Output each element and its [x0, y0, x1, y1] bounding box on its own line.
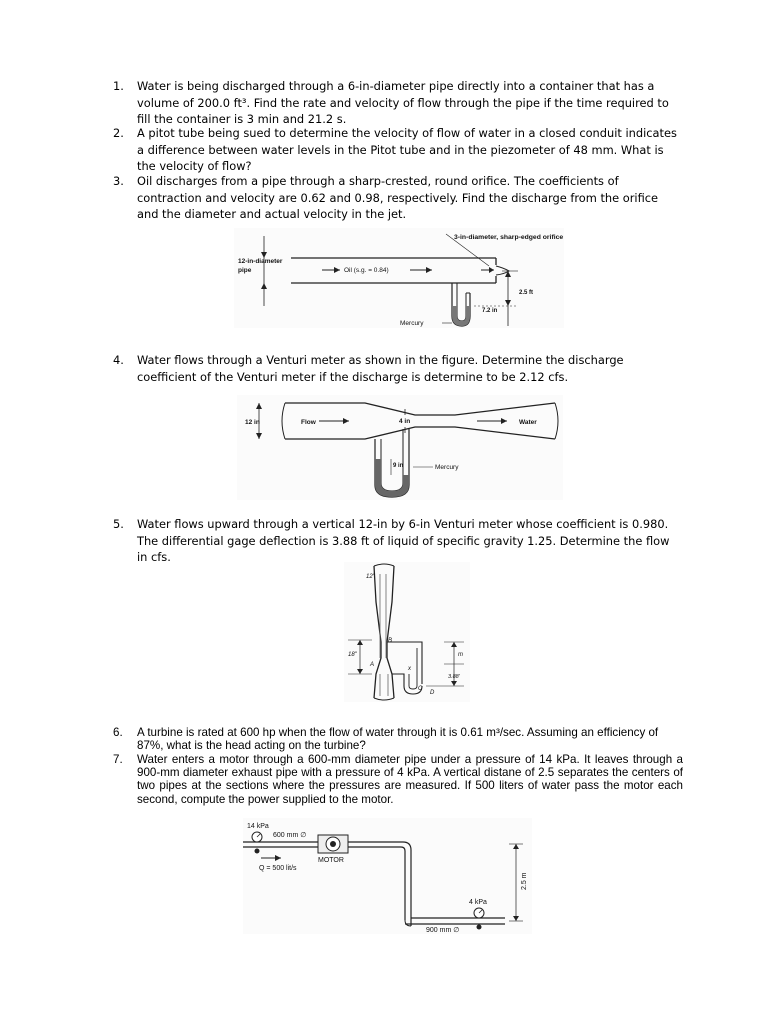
vertical-venturi-diagram [344, 562, 470, 702]
height-label: 2.5 m [521, 872, 528, 890]
problem-text: A pitot tube being sued to determine the velocity of flow of water in a closed conduit indicates a difference between water levels in the Pitot tube and in the piezometer of 48 mm. What is the velocity of flow? [137, 126, 677, 174]
pipe-label-2: pipe [238, 267, 252, 274]
problem-6 [113, 726, 683, 754]
vertical-venturi-figure [344, 562, 470, 702]
problem-1 [113, 78, 683, 130]
problem-text: A turbine is rated at 600 hp when the flow of water through it is 0.61 m³/sec. Assuming an efficiency of 87%, what is the head acting on the turbine? [137, 726, 659, 753]
problem-text: Water enters a motor through a 600-mm diameter pipe under a pressure of 14 kPa. It leaves through a 900-mm diameter exhaust pipe with a pressure of 4 kPa. A vertical distane of 2.5 separates the centers of two pipes at the sections where the pressures are measured. If 500 liters of water pass the motor each second, compute the power supplied to the motor. [137, 753, 683, 806]
problem-5 [113, 516, 683, 568]
flow-label: Flow [301, 419, 316, 426]
deflection-dim-label: 3.88' [448, 674, 460, 680]
orifice-diagram [234, 228, 564, 328]
point-a-label: A [370, 662, 375, 668]
problem-number: 1. [113, 79, 124, 93]
q-label: Q = 500 lit/s [259, 865, 297, 872]
deflection-label: 9 in [393, 463, 404, 469]
mercury-label: Mercury [435, 464, 459, 471]
top-dim-label: 12" [366, 574, 375, 580]
problem-number: 7. [113, 753, 123, 766]
point-d-label: D [430, 690, 435, 696]
problem-text: Water flows through a Venturi meter as shown in the figure. Determine the discharge coefficient of the Venturi meter if the discharge is determine to be 2.12 cfs. [137, 353, 624, 384]
problem-text: Water flows upward through a vertical 12-in by 6-in Venturi meter whose coefficient is 0.980. The differential gage deflection is 3.88 ft of liquid of specific gravity 1.25. Determine the flow in cfs. [137, 517, 670, 565]
dim-7-2in: 7.2 in [482, 308, 498, 314]
throat-label: 4 in [399, 418, 411, 425]
point-c-label: C [418, 686, 423, 692]
dim-2-5ft: 2.5 ft [519, 290, 534, 296]
oil-label: Oil (s.g. = 0.84) [344, 267, 389, 274]
venturi-diagram [237, 395, 563, 500]
problem-number: 4. [113, 353, 124, 367]
orifice-figure [234, 228, 564, 328]
problem-3 [113, 173, 683, 225]
problem-7 [113, 753, 683, 809]
d1-label: 600 mm ∅ [273, 832, 307, 839]
problem-number: 6. [113, 726, 123, 739]
problem-text: Oil discharges from a pipe through a sharp-crested, round orifice. The coefficients of contraction and velocity are 0.62 and 0.98, respectively. Find the discharge from the orifice and the diameter and actual velocity in the jet. [137, 174, 659, 222]
problem-2 [113, 125, 683, 177]
water-label: Water [519, 419, 537, 426]
side-dim-label: 18" [348, 652, 357, 658]
x-label: x [408, 666, 411, 672]
problem-number: 3. [113, 174, 124, 188]
problem-number: 5. [113, 517, 124, 531]
motor-diagram [243, 818, 532, 934]
motor-label: MOTOR [318, 857, 344, 864]
d2-label: 900 mm ∅ [426, 927, 460, 934]
pipe-label-1: 12-in-diameter [238, 258, 283, 265]
p2-label: 4 kPa [469, 899, 487, 906]
problem-number: 2. [113, 126, 124, 140]
mercury-label: Mercury [400, 320, 424, 327]
point-b-label: B [388, 638, 393, 644]
problem-4 [113, 352, 683, 388]
motor-figure [243, 818, 532, 934]
p1-label: 14 kPa [247, 823, 269, 830]
orifice-label: 3-in-diameter, sharp-edged orifice [454, 234, 564, 241]
problem-text: Water is being discharged through a 6-in-diameter pipe directly into a container that has a volume of 200.0 ft³. Find the rate and velocity of flow through the pipe if the time required to fill the container is 3 min and 21.2 s. [137, 79, 669, 127]
m-label: m [458, 652, 463, 658]
dia-label: 12 in [245, 419, 260, 426]
venturi-figure [237, 395, 563, 500]
